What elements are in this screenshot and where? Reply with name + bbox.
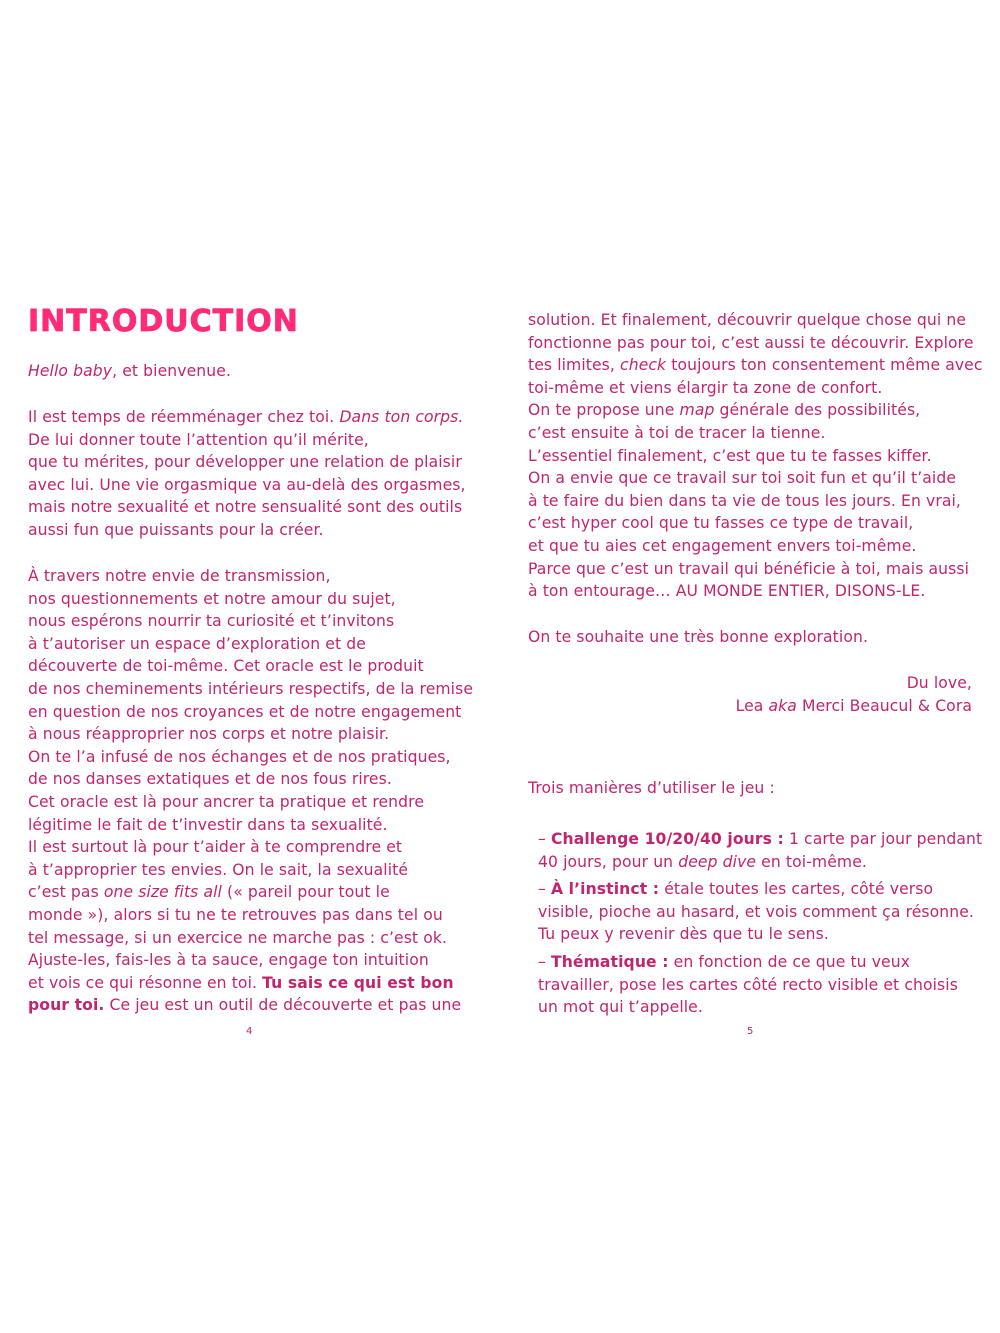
page-number-right: 5: [747, 1026, 754, 1037]
list-item: – Challenge 10/20/40 jours : 1 carte par jour pendant 40 jours, pour un deep dive en toi-même.: [538, 830, 983, 871]
list-item: – À l’instinct : étale toutes les cartes, côté verso visible, pioche au hasard, et vois comment ça résonne. Tu peux y revenir dès que tu le sens.: [538, 880, 975, 944]
wish-line: On te souhaite une très bonne exploration.: [528, 628, 869, 646]
intro-paragraph-1: Il est temps de réemménager chez toi. Dans ton corps. De lui donner toute l’attention qu’il mérite, que tu mérites, pour développer une relation de plaisir avec lui. Une vie orgasmique va au-delà des orgasmes, mais notre sexualité et notre sensualité sont des outils aussi fun que puissants pour la créer.: [28, 408, 466, 539]
continuation-paragraph: solution. Et finalement, découvrir quelque chose qui ne fonctionne pas pour toi, c’est aussi te découvrir. Explore tes limites, check toujours ton consentement même avec toi-même et viens élargir ta zone de confort. On te propose une map générale des possibilités, c’est ensuite à toi de tracer la tienne. L’essentiel finalement, c’est que tu te fasses kiffer. On a envie que ce travail sur toi soit fun et qu’il t’aide à te faire du bien dans ta vie de tous les jours. En vrai, c’est hyper cool que tu fasses ce type de travail, et que tu aies cet engagement envers toi-même. Parce que c’est un travail qui bénéficie à toi, mais aussi à ton entourage… AU MONDE ENTIER, DISONS-LE.: [528, 311, 983, 601]
intro-paragraph-2: À travers notre envie de transmission, nos questionnements et notre amour du sujet, nous espérons nourrir ta curiosité et t’invitons à t’autoriser un espace d’exploration et de découverte de toi-même. Cet oracle est le produit de nos cheminements intérieurs respectifs, de la remise en question de nos croyances et de notre engagement à nous réapproprier nos corps et notre plaisir. On te l’a infusé de nos échanges et de nos pratiques, de nos danses extatiques et de nos fous rires. Cet oracle est là pour ancrer ta pratique et rendre légitime le fait de t’investir dans ta sexualité. Il est surtout là pour t’aider à te comprendre et à t’approprier tes envies. On le sait, la sexualité c’est pas one size fits all (« pareil pour tout le monde »), alors si tu ne te retrouves pas dans tel ou tel message, si un exercice ne marche pas : c’est ok. Ajuste-les, fais-les à ta sauce, engage ton intuition et vois ce qui résonne en toi. Tu sais ce qui est bon pour toi. Ce jeu est un outil de découverte et pas une: [28, 567, 474, 1015]
greeting: Hello baby, et bienvenue.: [28, 362, 232, 380]
ways-heading: Trois manières d’utiliser le jeu :: [528, 779, 775, 797]
list-item: – Thématique : en fonction de ce que tu veux travailler, pose les cartes côté recto visible et choisis un mot qui t’appelle.: [538, 953, 958, 1017]
signature: Du love, Lea aka Merci Beaucul & Cora: [735, 674, 972, 715]
page-title: INTRODUCTION: [28, 304, 299, 339]
page-number-left: 4: [246, 1026, 253, 1037]
